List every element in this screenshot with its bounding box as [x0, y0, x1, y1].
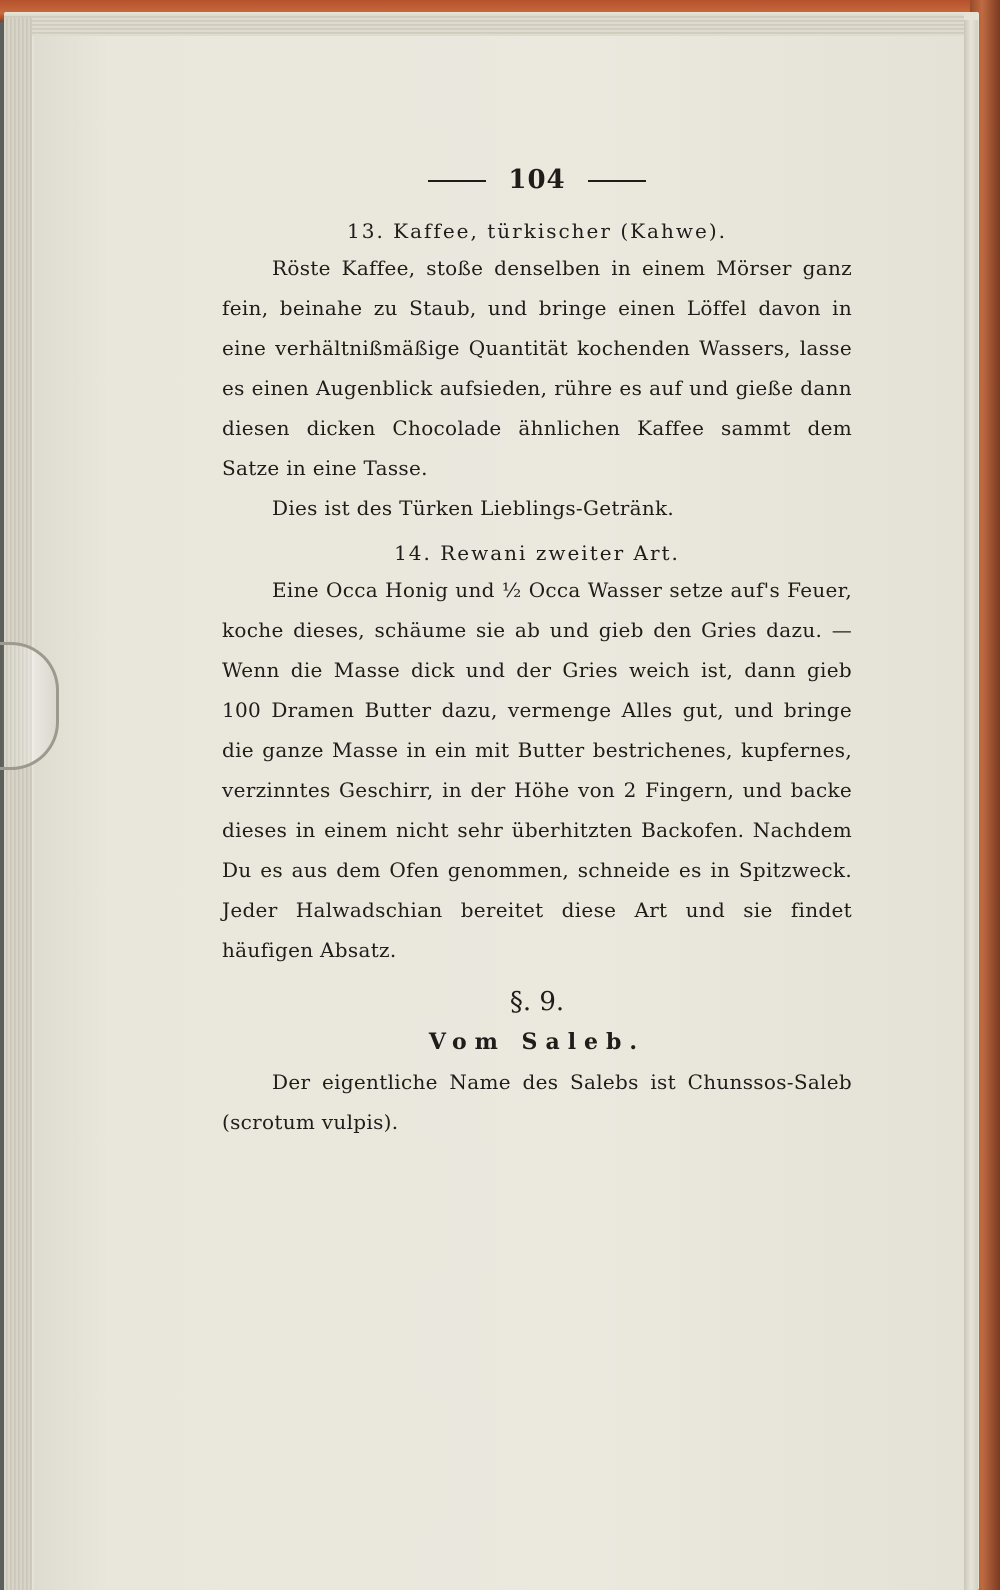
section-mark: §. 9. — [509, 987, 565, 1017]
recipe-13-heading: 13. Kaffee, türkischer (Kahwe). — [347, 219, 727, 243]
page-header — [222, 160, 852, 200]
recipe-13-paragraph-2: Dies ist des Türken Lieblings-Getränk. — [272, 496, 675, 520]
page-edges-top — [4, 14, 964, 36]
page-edges-left — [4, 18, 32, 1590]
section-9-paragraph: Der eigentliche Name des Salebs ist Chunssos-Saleb (scrotum vulpis). — [222, 1070, 852, 1134]
recipe-14-heading: 14. Rewani zweiter Art. — [394, 541, 680, 565]
header-dash-right — [588, 180, 646, 182]
section-title: Vom Saleb. — [428, 1029, 646, 1055]
page-gutter-shadow — [964, 20, 978, 1590]
page-text — [222, 160, 852, 1142]
page-number: 104 — [508, 165, 566, 195]
recipe-14-paragraph: Eine Occa Honig und ½ Occa Wasser setze auf's Feuer, koche dieses, schäume sie ab und gieb den Gries dazu. — Wenn die Masse dick und der Gries weich ist, dann gieb 100 Dramen Butter dazu, vermenge Alles gut, und bringe die ganze Masse in ein mit Butter bestrichenes, kupfernes, verzinntes Geschirr, in der Höhe von 2 Fingern, und backe dieses in einem nicht sehr überhitzten Backofen. Nachdem Du es aus dem Ofen genommen, schneide es in Spitzweck. Jeder Halwadschian bereitet diese Art und sie findet häufigen Absatz. — [222, 578, 852, 962]
header-dash-left — [428, 180, 486, 182]
recipe-13-paragraph-1: Röste Kaffee, stoße denselben in einem Mörser ganz fein, beinahe zu Staub, und bringe einen Löffel davon in eine verhältnißmäßige Quantität kochenden Wassers, lasse es einen Augenblick aufsieden, rühre es auf und gieße dann diesen dicken Chocolade ähnlichen Kaffee sammt dem Satze in eine Tasse. — [222, 256, 852, 480]
